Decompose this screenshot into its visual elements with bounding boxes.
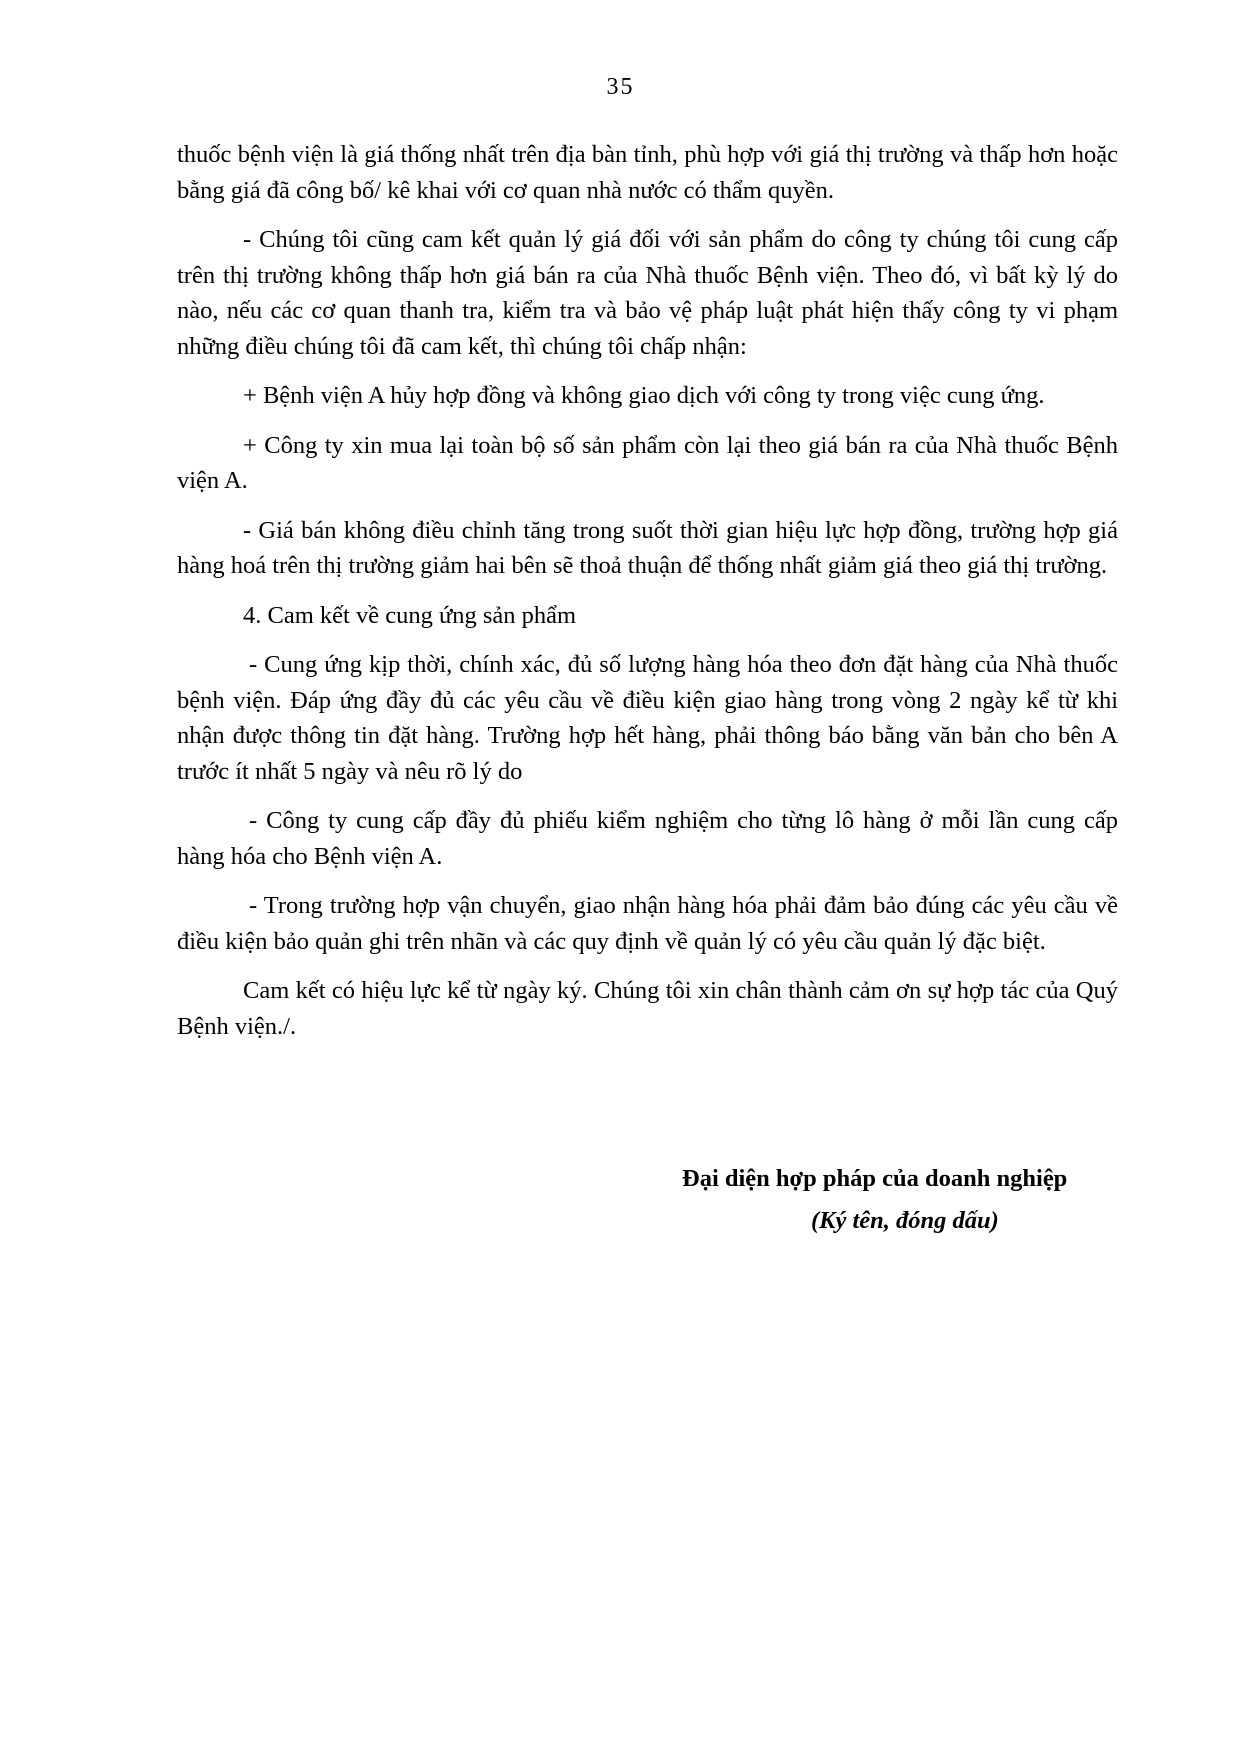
paragraph-buyback: + Công ty xin mua lại toàn bộ số sản phẩm còn lại theo giá bán ra của Nhà thuốc Bệnh viện A. xyxy=(177,431,1118,494)
paragraph-supply-timely: - Cung ứng kịp thời, chính xác, đủ số lượng hàng hóa theo đơn đặt hàng của Nhà thuốc bệnh viện. Đáp ứng đầy đủ các yêu cầu về điều kiện giao hàng trong vòng 2 ngày kể từ khi nhận được thông tin đặt hàng. Trường hợp hết hàng, phải thông báo bằng văn bản cho bên A trước ít nhất 5 ngày và nêu rõ lý do xyxy=(177,651,1118,785)
paragraph-closing: Cam kết có hiệu lực kể từ ngày ký. Chúng tôi xin chân thành cảm ơn sự hợp tác của Quý Bệnh viện./. xyxy=(177,977,1118,1040)
paragraph-price-adjustment: - Giá bán không điều chỉnh tăng trong suốt thời gian hiệu lực hợp đồng, trường hợp giá hàng hoá trên thị trường giảm hai bên sẽ thoả thuận để thống nhất giảm giá theo giá thị trường. xyxy=(177,516,1118,579)
paragraph-price-continuation: thuốc bệnh viện là giá thống nhất trên địa bàn tỉnh, phù hợp với giá thị trường và thấp hơn hoặc bằng giá đã công bố/ kê khai với cơ quan nhà nước có thẩm quyền. xyxy=(177,141,1118,204)
document-body xyxy=(177,137,1118,1058)
paragraph-contract-cancel: + Bệnh viện A hủy hợp đồng và không giao dịch với công ty trong việc cung ứng. xyxy=(243,382,1045,409)
page-number: 35 xyxy=(606,74,635,100)
section-heading-supply: 4. Cam kết về cung ứng sản phẩm xyxy=(243,601,577,629)
paragraph-price-management: - Chúng tôi cũng cam kết quản lý giá đối với sản phẩm do công ty chúng tôi cung cấp trên thị trường không thấp hơn giá bán ra của Nhà thuốc Bệnh viện. Theo đó, vì bất kỳ lý do nào, nếu các cơ quan thanh tra, kiểm tra và bảo vệ pháp luật phát hiện thấy công ty vi phạm những điều chúng tôi đã cam kết, thì chúng tôi chấp nhận: xyxy=(177,226,1118,360)
signature-note: (Ký tên, đóng dấu) xyxy=(811,1207,999,1234)
paragraph-test-certificate: - Công ty cung cấp đầy đủ phiếu kiểm nghiệm cho từng lô hàng ở mỗi lần cung cấp hàng hóa cho Bệnh viện A. xyxy=(177,807,1118,870)
paragraph-transport: - Trong trường hợp vận chuyển, giao nhận hàng hóa phải đảm bảo đúng các yêu cầu về điều kiện bảo quản ghi trên nhãn và các quy định về quản lý có yêu cầu quản lý đặc biệt. xyxy=(177,892,1118,955)
signature-block xyxy=(600,1158,1120,1242)
signature-title: Đại diện hợp pháp của doanh nghiệp xyxy=(682,1165,1068,1192)
